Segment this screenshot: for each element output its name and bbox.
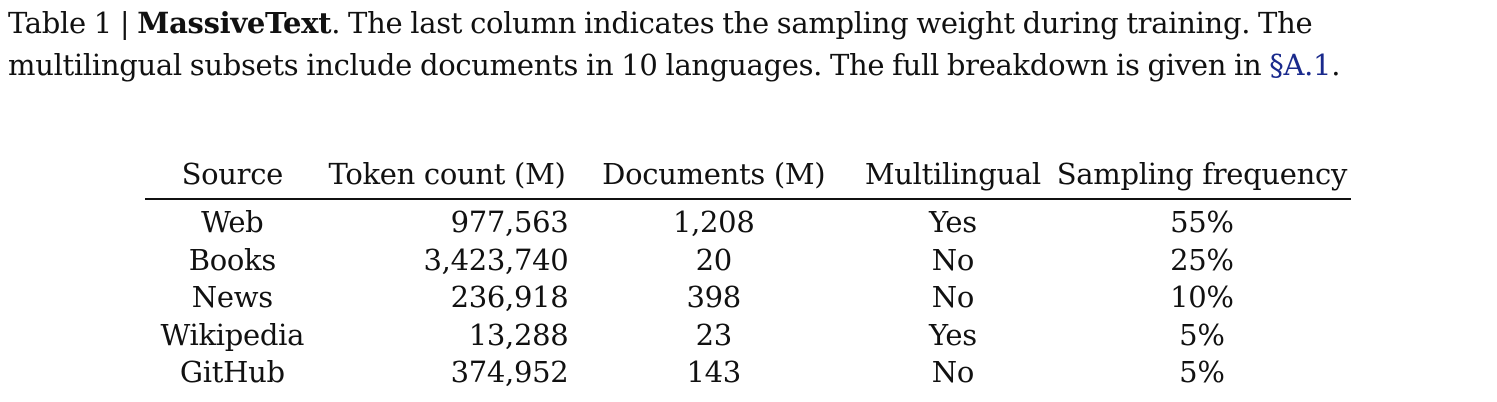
cell-token-count: 977,563 xyxy=(450,205,569,239)
cell-sampling-frequency: 55% xyxy=(1170,205,1234,239)
cell-sampling-frequency: 10% xyxy=(1170,280,1234,314)
header-sampling-frequency: Sampling frequency xyxy=(1053,150,1351,199)
cell-source: News xyxy=(191,280,273,314)
cell-sampling-frequency: 5% xyxy=(1179,317,1225,352)
caption-end: . xyxy=(1331,48,1341,82)
header-source: Source xyxy=(145,150,320,199)
cell-sampling-frequency: 25% xyxy=(1170,242,1234,277)
cell-documents: 20 xyxy=(695,242,732,277)
cell-documents: 1,208 xyxy=(672,205,755,239)
massivetext-table xyxy=(145,150,1351,392)
cell-token-count: 374,952 xyxy=(450,355,569,389)
cell-multilingual: No xyxy=(931,242,975,277)
cell-token-count: 3,423,740 xyxy=(423,242,569,277)
table-row xyxy=(145,199,1351,242)
cell-documents: 23 xyxy=(695,317,732,352)
caption-text: . The last column indicates the sampling weight during training. The multilingual subsets include documents in 10 languages. The full breakdown is given in xyxy=(8,6,1313,82)
caption-label: Table 1 | xyxy=(8,6,138,40)
cell-multilingual: No xyxy=(931,355,975,389)
cell-token-count: 13,288 xyxy=(468,317,569,352)
cell-source: Wikipedia xyxy=(160,317,305,352)
caption-title: MassiveText xyxy=(137,6,332,40)
cell-token-count: 236,918 xyxy=(450,280,569,314)
data-table xyxy=(145,150,1351,392)
section-reference-link[interactable]: §A.1 xyxy=(1269,48,1332,82)
cell-sampling-frequency: 5% xyxy=(1179,355,1225,389)
cell-multilingual: Yes xyxy=(929,205,977,239)
cell-source: Books xyxy=(188,242,276,277)
cell-documents: 143 xyxy=(686,355,741,389)
header-token-count: Token count (M) xyxy=(320,150,575,199)
table-row xyxy=(145,354,1351,392)
header-multilingual: Multilingual xyxy=(853,150,1053,199)
table-row xyxy=(145,242,1351,280)
cell-multilingual: Yes xyxy=(929,317,977,352)
cell-source: Web xyxy=(201,205,264,239)
header-documents: Documents (M) xyxy=(574,150,853,199)
table-caption xyxy=(8,2,1493,86)
table-row xyxy=(145,279,1351,317)
cell-source: GitHub xyxy=(179,355,285,389)
table-header-row xyxy=(145,150,1351,199)
table-row xyxy=(145,317,1351,355)
cell-documents: 398 xyxy=(686,280,741,314)
cell-multilingual: No xyxy=(931,280,975,314)
